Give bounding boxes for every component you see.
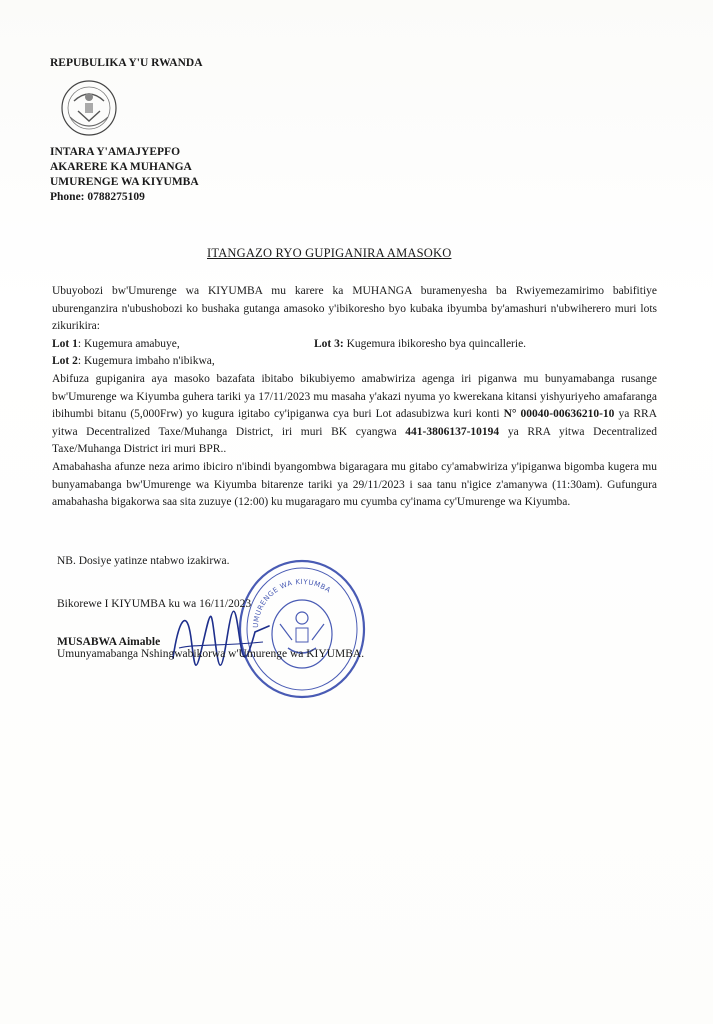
national-emblem-icon [56,77,122,139]
province-name: INTARA Y'AMAJYEPFO [50,146,181,158]
stamp-text: UMURENGE WA KIYUMBA [251,577,333,629]
lot-2-text: : Kugemura imbaho n'ibikwa, [77,355,215,368]
document-title: ITANGAZO RYO GUPIGANIRA AMASOKO [207,246,452,260]
lots-row-1 [52,336,657,354]
intro-paragraph: Ubuyobozi bw'Umurenge wa KIYUMBA mu karere ka MUHANGA buramenyesha ba Rwiyemezamirimo babifitiye uburenganzira n'ubushobozi ko bushaka gutanga amasoko y'ibikoresho byo kubaka ibyumba by'amashuri n'ubwiherero muri lots zikurikira: [52,285,657,333]
lot-2-label: Lot 2 [52,355,78,368]
letterhead [50,56,203,205]
instructions-part-2: ya RRA yitwa Decentralized Taxe/Muhanga District, iri muri BK cyangwa [52,408,657,438]
document-body [52,283,657,512]
lot-3-item [314,336,526,354]
lot-1-label: Lot 1 [52,337,78,350]
instructions-paragraph [52,371,657,459]
phone-number: Phone: 0788275109 [50,191,145,203]
lot-3-text: Kugemura ibikoresho bya quincallerie. [343,337,527,350]
country-name: REPUBULIKA Y'U RWANDA [50,57,203,69]
lot-3-label: Lot 3: [314,337,344,350]
lot-1-text: : Kugemura amabuye, [77,337,180,350]
account-number-2: 441-3806137-10194 [405,425,500,438]
district-name: AKARERE KA MUHANGA [50,161,192,173]
sector-name: UMURENGE WA KIYUMBA [50,176,199,188]
handwritten-signature-icon [165,598,275,680]
signer-name: MUSABWA Aimable [57,636,161,648]
nb-note: NB. Dosiye yatinze ntabwo izakirwa. [57,555,230,567]
account-number-1: N° 00040-00636210-10 [503,408,615,421]
instructions-part-3: ya RRA yitwa Decentralized Taxe/Muhanga District iri muri BPR.. [52,425,657,456]
place-and-date: Bikorewe I KIYUMBA ku wa 16/11/2023 [57,598,252,610]
instructions-part-1: Abifuza gupiganira aya masoko bazafata ibitabo bikubiyemo amabwiriza agenga iri piganwa mu bunyamabanga rusange bw'Umurenge wa Kiyumba guhera tariki ya 17/11/2023 mu masaha y'akazi nyuma yo kwerekana kitansi yishyuriyeho amafaranga ibihumbi bitanu (5,000Frw) yo kugura igitabo cy'ipiganwa cya buri Lot adasubizwa kuri konti [52,372,657,421]
lot-1-item [52,336,314,354]
signer-title: Umunyamabanga Nshingwabikorwa w'Umurenge wa KIYUMBA. [57,648,365,660]
lot-2-item [52,353,657,371]
submission-paragraph: Amabahasha afunze neza arimo ibiciro n'ibindi byangombwa bigaragara mu gitabo cy'amabwiriza y'ipiganwa bigomba kugera mu bunyamabanga bw'Umurenge wa Kiyumba bitarenze tariki ya 29/11/2023 i saa tanu n'igice z'amanywa (11:30am). Gufungura amabahasha bigakorwa saa sita zuzuye (12:00) ku mugaragaro mu cyumba cy'inama cy'Umurenge wa Kiyumba. [52,460,657,509]
